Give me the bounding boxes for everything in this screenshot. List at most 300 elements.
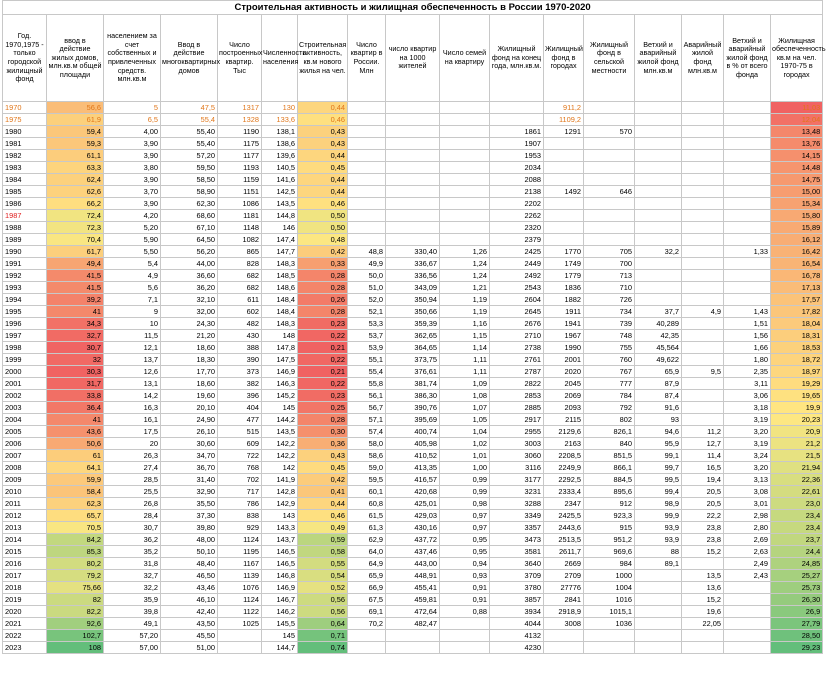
data-cell: 420,68 — [386, 486, 440, 498]
data-cell: 148,4 — [262, 294, 298, 306]
data-cell: 570 — [584, 126, 635, 138]
data-cell: 343,09 — [386, 282, 440, 294]
data-cell: 1990 — [544, 342, 584, 354]
data-cell: 2543 — [490, 282, 544, 294]
year-cell: 1994 — [3, 294, 47, 306]
data-cell: 1167 — [218, 558, 262, 570]
data-cell — [682, 186, 724, 198]
data-cell: 851,5 — [584, 450, 635, 462]
table-row — [3, 318, 823, 330]
data-cell: 0,22 — [298, 354, 348, 366]
data-cell: 0,43 — [298, 126, 348, 138]
data-cell: 2138 — [490, 186, 544, 198]
data-cell: 20,5 — [682, 498, 724, 510]
data-cell — [682, 210, 724, 222]
data-cell — [440, 618, 490, 630]
data-cell: 145,5 — [262, 618, 298, 630]
data-cell — [635, 594, 682, 606]
data-cell: 5,50 — [104, 246, 161, 258]
data-cell: 17,13 — [771, 282, 823, 294]
data-cell: 17,5 — [104, 426, 161, 438]
data-cell: 2449 — [490, 258, 544, 270]
data-cell: 7,1 — [104, 294, 161, 306]
data-cell: 3,90 — [104, 198, 161, 210]
data-cell: 404 — [218, 402, 262, 414]
data-cell: 1291 — [544, 126, 584, 138]
data-cell — [348, 162, 386, 174]
data-cell: 148,5 — [262, 270, 298, 282]
data-cell: 786 — [218, 498, 262, 510]
data-cell: 0,97 — [440, 522, 490, 534]
data-cell: 70,2 — [348, 618, 386, 630]
data-cell: 702 — [218, 474, 262, 486]
data-cell: 22,05 — [682, 618, 724, 630]
data-cell — [386, 138, 440, 150]
data-cell: 713 — [584, 270, 635, 282]
table-row — [3, 534, 823, 546]
data-cell: 865 — [218, 246, 262, 258]
data-cell: 0,52 — [298, 582, 348, 594]
data-cell: 2379 — [490, 234, 544, 246]
data-cell: 472,64 — [386, 606, 440, 618]
data-cell — [348, 630, 386, 642]
data-cell: 43,50 — [161, 618, 218, 630]
data-cell — [544, 234, 584, 246]
data-cell: 56,20 — [161, 246, 218, 258]
data-cell: 3709 — [490, 570, 544, 582]
table-row — [3, 414, 823, 426]
data-cell: 2069 — [544, 390, 584, 402]
data-cell: 2208,5 — [544, 450, 584, 462]
data-cell: 0,44 — [298, 186, 348, 198]
data-cell: 13,5 — [682, 570, 724, 582]
data-cell: 3,18 — [724, 402, 771, 414]
data-cell: 30,7 — [47, 342, 104, 354]
table-row — [3, 438, 823, 450]
data-cell: 840 — [584, 438, 635, 450]
data-cell: 0,26 — [298, 294, 348, 306]
data-cell — [584, 234, 635, 246]
data-cell: 15,2 — [682, 546, 724, 558]
data-cell — [386, 114, 440, 126]
data-cell: 145,2 — [262, 390, 298, 402]
data-cell — [682, 138, 724, 150]
data-cell: 144,8 — [262, 210, 298, 222]
data-cell: 2611,7 — [544, 546, 584, 558]
data-cell: 3,90 — [104, 174, 161, 186]
data-cell: 48,40 — [161, 558, 218, 570]
table-row — [3, 150, 823, 162]
year-cell: 2016 — [3, 558, 47, 570]
data-cell: 93,9 — [635, 534, 682, 546]
data-cell: 92,6 — [47, 618, 104, 630]
table-row — [3, 510, 823, 522]
data-cell — [348, 138, 386, 150]
data-cell: 50,10 — [161, 546, 218, 558]
data-cell: 0,45 — [298, 162, 348, 174]
data-cell: 1,14 — [440, 342, 490, 354]
data-cell: 34,3 — [47, 318, 104, 330]
data-cell — [682, 294, 724, 306]
data-cell: 20,10 — [161, 402, 218, 414]
header-row — [3, 15, 823, 102]
column-header: Год. 1970,1975 - только городской жилищный фонд — [3, 15, 47, 102]
data-cell: 838 — [218, 510, 262, 522]
data-cell: 16,12 — [771, 234, 823, 246]
data-cell: 755 — [584, 342, 635, 354]
table-row — [3, 378, 823, 390]
data-cell: 455,41 — [386, 582, 440, 594]
data-cell: 55,1 — [348, 354, 386, 366]
table-row — [3, 126, 823, 138]
data-cell: 1,02 — [440, 438, 490, 450]
data-cell: 1,19 — [440, 306, 490, 318]
data-cell: 16,5 — [682, 462, 724, 474]
data-cell: 64,0 — [348, 546, 386, 558]
data-cell: 141,9 — [262, 474, 298, 486]
data-cell: 64,1 — [47, 462, 104, 474]
data-cell — [682, 378, 724, 390]
data-cell — [635, 294, 682, 306]
year-cell: 1987 — [3, 210, 47, 222]
data-cell: 63,3 — [47, 162, 104, 174]
data-cell: 23,8 — [682, 534, 724, 546]
column-header: Аварийный жилой фонд млн.кв.м — [682, 15, 724, 102]
data-cell: 3357 — [490, 522, 544, 534]
data-cell: 36,20 — [161, 282, 218, 294]
data-cell: 146,7 — [262, 594, 298, 606]
data-cell: 21,2 — [771, 438, 823, 450]
data-cell — [724, 222, 771, 234]
data-cell: 425,01 — [386, 498, 440, 510]
data-cell: 0,58 — [298, 546, 348, 558]
data-cell: 25,73 — [771, 582, 823, 594]
data-cell: 2088 — [490, 174, 544, 186]
data-cell: 350,94 — [386, 294, 440, 306]
table-row — [3, 258, 823, 270]
data-cell: 0,88 — [440, 606, 490, 618]
data-cell: 2001 — [544, 354, 584, 366]
data-cell: 57,00 — [104, 642, 161, 654]
data-cell — [544, 642, 584, 654]
data-cell: 49,1 — [104, 618, 161, 630]
data-cell: 24,90 — [161, 414, 218, 426]
data-cell: 682 — [218, 270, 262, 282]
year-cell: 1990 — [3, 246, 47, 258]
data-cell: 19,6 — [682, 606, 724, 618]
data-cell: 27,79 — [771, 618, 823, 630]
data-cell: 14,2 — [104, 390, 161, 402]
data-cell: 58,50 — [161, 174, 218, 186]
data-cell — [724, 294, 771, 306]
data-cell — [440, 186, 490, 198]
data-cell: 39,2 — [47, 294, 104, 306]
data-cell — [348, 186, 386, 198]
data-cell: 36,2 — [104, 534, 161, 546]
data-cell — [386, 630, 440, 642]
data-cell — [348, 102, 386, 114]
column-header: Ветхий и аварийный жилой фонд в % от всего фонда — [724, 15, 771, 102]
year-cell: 1992 — [3, 270, 47, 282]
data-cell: 85,3 — [47, 546, 104, 558]
data-cell: 0,28 — [298, 270, 348, 282]
data-cell: 142,9 — [262, 498, 298, 510]
data-cell: 30,3 — [47, 366, 104, 378]
column-header: Число построенных квартир. Тыс — [218, 15, 262, 102]
data-cell — [440, 126, 490, 138]
data-cell — [386, 234, 440, 246]
table-row — [3, 210, 823, 222]
data-cell: 10 — [104, 318, 161, 330]
data-cell — [584, 642, 635, 654]
data-cell: 3934 — [490, 606, 544, 618]
table-row — [3, 270, 823, 282]
data-cell: 30,7 — [104, 522, 161, 534]
data-cell: 0,21 — [298, 342, 348, 354]
column-header: Строительная активность, кв.м нового жилья на чел. — [298, 15, 348, 102]
data-cell: 443,00 — [386, 558, 440, 570]
year-cell: 1970 — [3, 102, 47, 114]
data-cell: 5,6 — [104, 282, 161, 294]
data-cell: 70,5 — [47, 522, 104, 534]
data-cell: 27,4 — [104, 462, 161, 474]
data-cell: 49,9 — [348, 258, 386, 270]
data-cell — [682, 282, 724, 294]
data-cell: 3288 — [490, 498, 544, 510]
data-cell: 0,46 — [298, 114, 348, 126]
data-cell: 2320 — [490, 222, 544, 234]
data-cell: 55,4 — [161, 114, 218, 126]
data-cell: 148,6 — [262, 282, 298, 294]
data-cell: 35,2 — [104, 546, 161, 558]
data-cell: 57,4 — [348, 426, 386, 438]
data-cell: 0,71 — [298, 630, 348, 642]
data-cell: 0,56 — [298, 606, 348, 618]
data-cell: 2710 — [490, 330, 544, 342]
data-cell: 39,8 — [104, 606, 161, 618]
data-cell: 146,5 — [262, 546, 298, 558]
data-cell: 138,6 — [262, 138, 298, 150]
data-cell: 18,97 — [771, 366, 823, 378]
data-cell: 459,81 — [386, 594, 440, 606]
data-cell: 1139 — [218, 570, 262, 582]
year-cell: 2009 — [3, 474, 47, 486]
data-cell: 388 — [218, 342, 262, 354]
table-row — [3, 174, 823, 186]
year-cell: 1997 — [3, 330, 47, 342]
data-cell: 82 — [47, 594, 104, 606]
table-row — [3, 570, 823, 582]
data-cell: 1779 — [544, 270, 584, 282]
data-cell: 146,5 — [262, 558, 298, 570]
data-cell: 2761 — [490, 354, 544, 366]
column-header: Число семей на квартиру — [440, 15, 490, 102]
data-cell — [348, 126, 386, 138]
table-row — [3, 582, 823, 594]
column-header: Ветхий и аварийный жилой фонд млн.кв.м — [635, 15, 682, 102]
data-cell — [440, 210, 490, 222]
data-cell: 0,44 — [298, 498, 348, 510]
data-cell: 437,46 — [386, 546, 440, 558]
data-cell — [635, 114, 682, 126]
data-cell: 99,1 — [635, 450, 682, 462]
data-cell: 18,30 — [161, 354, 218, 366]
data-cell: 4,00 — [104, 126, 161, 138]
data-cell: 82,2 — [47, 606, 104, 618]
table-row — [3, 474, 823, 486]
data-cell: 29,23 — [771, 642, 823, 654]
data-cell — [682, 126, 724, 138]
data-cell: 912 — [584, 498, 635, 510]
data-cell — [682, 318, 724, 330]
data-cell: 2020 — [544, 366, 584, 378]
data-cell — [724, 114, 771, 126]
data-cell: 430,16 — [386, 522, 440, 534]
data-cell: 142 — [262, 462, 298, 474]
year-cell: 2000 — [3, 366, 47, 378]
data-cell: 2645 — [490, 306, 544, 318]
data-cell: 37,7 — [635, 306, 682, 318]
data-cell: 30,60 — [161, 438, 218, 450]
data-cell: 1190 — [218, 126, 262, 138]
table-row — [3, 222, 823, 234]
data-cell: 1122 — [218, 606, 262, 618]
data-cell: 9 — [104, 306, 161, 318]
data-cell: 20,9 — [771, 426, 823, 438]
column-header: число квартир на 1000 жителей — [386, 15, 440, 102]
data-cell: 23,0 — [771, 498, 823, 510]
column-header: населением за счет собственных и привлеченных средств. млн.кв.м — [104, 15, 161, 102]
data-cell: 1,08 — [440, 390, 490, 402]
data-cell — [724, 138, 771, 150]
data-cell: 22,61 — [771, 486, 823, 498]
data-cell: 482 — [218, 318, 262, 330]
data-cell: 16,54 — [771, 258, 823, 270]
data-cell: 1177 — [218, 150, 262, 162]
data-cell: 55,40 — [161, 126, 218, 138]
data-cell: 4132 — [490, 630, 544, 642]
table-row — [3, 558, 823, 570]
data-cell — [635, 198, 682, 210]
data-cell: 11,5 — [104, 330, 161, 342]
data-cell: 4230 — [490, 642, 544, 654]
data-cell — [348, 114, 386, 126]
data-cell: 739 — [584, 318, 635, 330]
data-cell — [724, 270, 771, 282]
data-cell: 826,1 — [584, 426, 635, 438]
data-cell: 0,50 — [298, 222, 348, 234]
data-cell — [440, 174, 490, 186]
data-cell — [724, 582, 771, 594]
data-cell: 17,57 — [771, 294, 823, 306]
data-cell — [682, 150, 724, 162]
data-cell: 784 — [584, 390, 635, 402]
data-cell: 1941 — [544, 318, 584, 330]
data-cell: 0,93 — [440, 570, 490, 582]
data-cell — [635, 210, 682, 222]
data-cell: 3060 — [490, 450, 544, 462]
data-cell: 41,5 — [47, 270, 104, 282]
data-cell: 722 — [218, 450, 262, 462]
data-cell: 0,21 — [298, 366, 348, 378]
column-header: Численность населения — [262, 15, 298, 102]
data-cell: 41 — [47, 414, 104, 426]
data-cell: 760 — [584, 354, 635, 366]
data-cell: 32 — [47, 354, 104, 366]
data-cell — [386, 174, 440, 186]
data-cell: 15,2 — [682, 594, 724, 606]
data-cell: 139,6 — [262, 150, 298, 162]
data-cell: 2045 — [544, 378, 584, 390]
data-cell: 14,75 — [771, 174, 823, 186]
data-cell: 0,99 — [440, 486, 490, 498]
data-cell — [584, 114, 635, 126]
data-cell: 1124 — [218, 534, 262, 546]
data-cell: 2443,6 — [544, 522, 584, 534]
data-cell: 1195 — [218, 546, 262, 558]
table-row — [3, 594, 823, 606]
data-cell: 32,2 — [635, 246, 682, 258]
data-cell: 386,30 — [386, 390, 440, 402]
data-cell: 929 — [218, 522, 262, 534]
data-cell — [682, 402, 724, 414]
data-cell: 72,3 — [47, 222, 104, 234]
data-cell: 2425,5 — [544, 510, 584, 522]
data-cell: 1967 — [544, 330, 584, 342]
data-cell — [635, 102, 682, 114]
data-cell: 923,3 — [584, 510, 635, 522]
data-cell: 58,6 — [348, 450, 386, 462]
data-cell: 23,4 — [771, 522, 823, 534]
data-cell: 2163 — [544, 438, 584, 450]
data-cell: 413,35 — [386, 462, 440, 474]
data-cell — [584, 174, 635, 186]
year-cell: 2014 — [3, 534, 47, 546]
data-cell: 58,90 — [161, 186, 218, 198]
table-row — [3, 486, 823, 498]
data-cell: 2669 — [544, 558, 584, 570]
data-cell: 56,7 — [348, 402, 386, 414]
data-cell — [348, 234, 386, 246]
table-row — [3, 246, 823, 258]
year-cell: 1989 — [3, 234, 47, 246]
data-cell: 611 — [218, 294, 262, 306]
data-cell: 61,1 — [47, 150, 104, 162]
data-cell: 3,13 — [724, 474, 771, 486]
data-cell: 1,26 — [440, 246, 490, 258]
data-cell: 59,50 — [161, 162, 218, 174]
data-cell: 1,43 — [724, 306, 771, 318]
year-cell: 2008 — [3, 462, 47, 474]
table-row — [3, 618, 823, 630]
data-cell — [724, 198, 771, 210]
data-cell — [440, 642, 490, 654]
year-cell: 2004 — [3, 414, 47, 426]
data-cell: 142,8 — [262, 486, 298, 498]
data-cell — [724, 150, 771, 162]
data-cell — [682, 270, 724, 282]
data-cell: 3581 — [490, 546, 544, 558]
data-cell — [682, 414, 724, 426]
data-cell: 61 — [47, 450, 104, 462]
data-cell — [440, 222, 490, 234]
column-header: Жилищный фонд на конец года, млн.кв.м. — [490, 15, 544, 102]
data-cell: 66,9 — [348, 582, 386, 594]
data-cell: 11,03 — [771, 102, 823, 114]
table-row — [3, 462, 823, 474]
data-cell: 26,30 — [771, 594, 823, 606]
data-cell: 37,30 — [161, 510, 218, 522]
